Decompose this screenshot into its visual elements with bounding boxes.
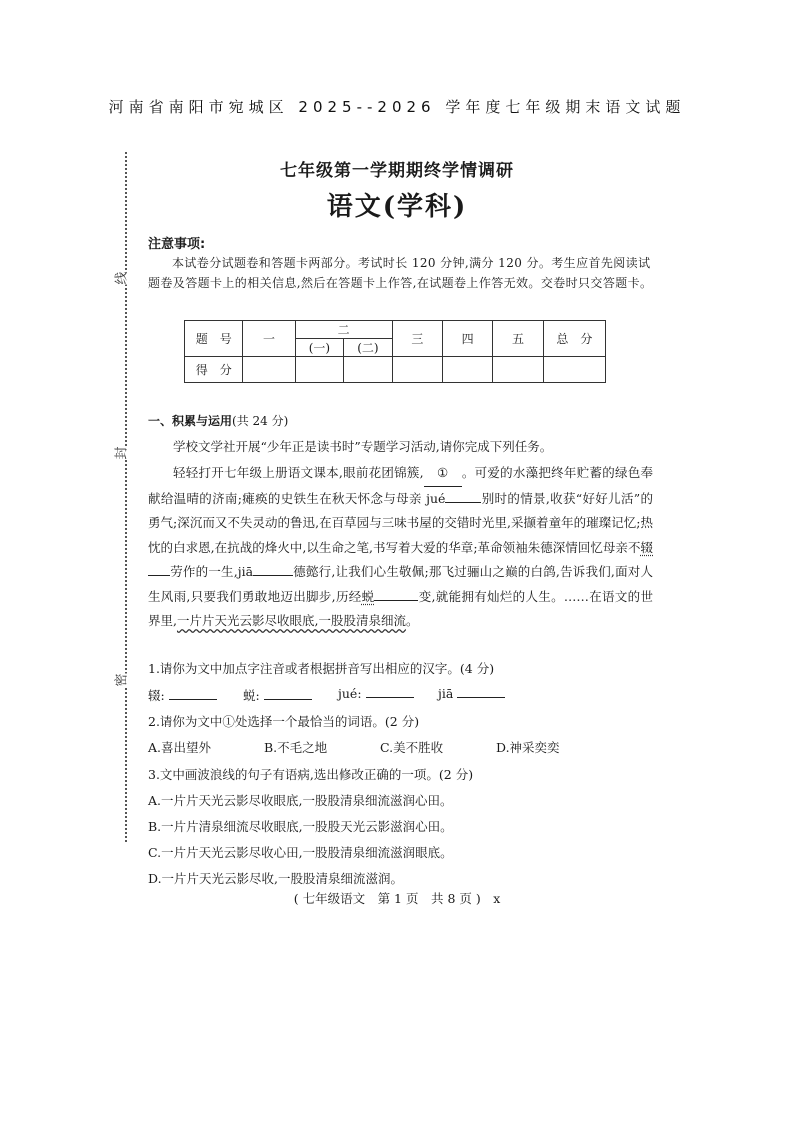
question-1: 1.请你为文中加点字注音或者根据拼音写出相应的汉字。(4 分) [148, 661, 495, 676]
score-table-col-3: 三 [392, 321, 442, 357]
score-cell [243, 357, 295, 383]
score-table-total: 总 分 [543, 321, 605, 357]
page-header: 河南省南阳市宛城区 2025--2026 学年度七年级期末语文试题 [108, 98, 686, 116]
score-cell [493, 357, 543, 383]
page-footer: ( 七年级语文 第 1 页 共 8 页 ) x [293, 891, 501, 906]
score-cell [443, 357, 493, 383]
blank-chuo [148, 575, 170, 576]
dotted-char-tui: 蜕 [361, 588, 375, 604]
score-cell [543, 357, 605, 383]
q2-option-a: A.喜出望外 [148, 740, 212, 755]
score-table-col-2-sub-2: (二) [344, 339, 393, 357]
question-2: 2.请你为文中①处选择一个最恰当的词语。(2 分) [148, 714, 420, 729]
score-cell [392, 357, 442, 383]
binding-mark-secret: 密 [114, 673, 130, 687]
exam-title: 七年级第一学期期终学情调研 [280, 161, 514, 181]
answer-item-chuo: 辍: [148, 686, 217, 704]
binding-mark-seal: 封 [114, 446, 130, 460]
score-cell [344, 357, 393, 383]
answer-item-jue: jué: [338, 686, 414, 701]
subject-title: 语文(学科) [326, 192, 468, 222]
answer-item-tui: 蜕: [243, 686, 312, 704]
blank-jia [253, 575, 293, 576]
score-table-col-2: 二 [295, 321, 392, 339]
notes-body: 本试卷分试题卷和答题卡两部分。考试时长 120 分钟,满分 120 分。考生应首先阅读试题卷及答题卡上的相关信息,然后在答题卡上作答,在试题卷上作答无效。交卷时只交答题卡。 [148, 256, 653, 290]
question-3: 3.文中画波浪线的句子有语病,选出修改正确的一项。(2 分) [148, 767, 474, 782]
blank-jue [445, 502, 481, 503]
score-table-col-2-sub-1: (一) [295, 339, 344, 357]
q2-option-c: C.美不胜收 [380, 740, 444, 755]
score-table-score-label: 得 分 [185, 357, 243, 383]
blank-tui [374, 600, 418, 601]
binding-dotted-line [125, 152, 127, 842]
score-table-col-1: 一 [243, 321, 295, 357]
section-title: 一、积累与运用(共 24 分) [148, 414, 289, 428]
section-score: (共 24 分) [232, 414, 289, 428]
reading-passage: 轻轻打开七年级上册语文课本,眼前花团锦簇, ① 。可爱的水藻把终年贮蓄的绿色奉献给温晴的济南;瘫痪的史铁生在秋天怀念与母亲 jué 别时的情景,收获“好好儿活”的勇气;深沉而又不失灵动的鲁迅,在百草园与三味书屋的交错时光里,采撷着童年的璀璨记忆;热忱的白求恩,在抗战的烽火中,以生命之笔,书写着大爱的华章;革命领袖朱德深情回忆母亲不辍劳作的一生,jiā 德懿行,让我们心生敬佩;那飞过骊山之巅的白鸽,告诉我们,面对人生风雨,只要我们勇敢地迈出脚步,历经蜕 变,就能拥有灿烂的人生。……在语文的世界里,一片片天光云影尽收眼底,一股股清泉细流。 [148, 461, 653, 634]
score-table [184, 320, 606, 383]
notes-title: 注意事项: [148, 237, 206, 252]
answer-item-jia: jiā [438, 686, 505, 701]
binding-mark-line: 线 [114, 271, 130, 285]
section-intro: 学校文学社开展“少年正是读书时”专题学习活动,请你完成下列任务。 [173, 439, 553, 454]
dotted-char-chuo: 辍 [640, 539, 653, 555]
blank-1: ① [424, 461, 462, 487]
score-cell [295, 357, 344, 383]
q3-option-b: B.一片片清泉细流尽收眼底,一股股天光云影滋润心田。 [148, 819, 453, 834]
score-table-col-4: 四 [443, 321, 493, 357]
q3-option-c: C.一片片天光云影尽收心田,一股股清泉细流滋润眼底。 [148, 845, 453, 860]
q3-option-d: D.一片片天光云影尽收,一股股清泉细流滋润。 [148, 871, 404, 886]
score-table-col-5: 五 [493, 321, 543, 357]
q2-option-d: D.神采奕奕 [496, 740, 560, 755]
q2-option-b: B.不毛之地 [264, 740, 328, 755]
wavy-sentence: 一片片天光云影尽收眼底,一股股清泉细流 [176, 613, 406, 628]
q3-option-a: A.一片片天光云影尽收眼底,一股股清泉细流滋润心田。 [148, 793, 453, 808]
score-table-row-label: 题 号 [185, 321, 243, 357]
